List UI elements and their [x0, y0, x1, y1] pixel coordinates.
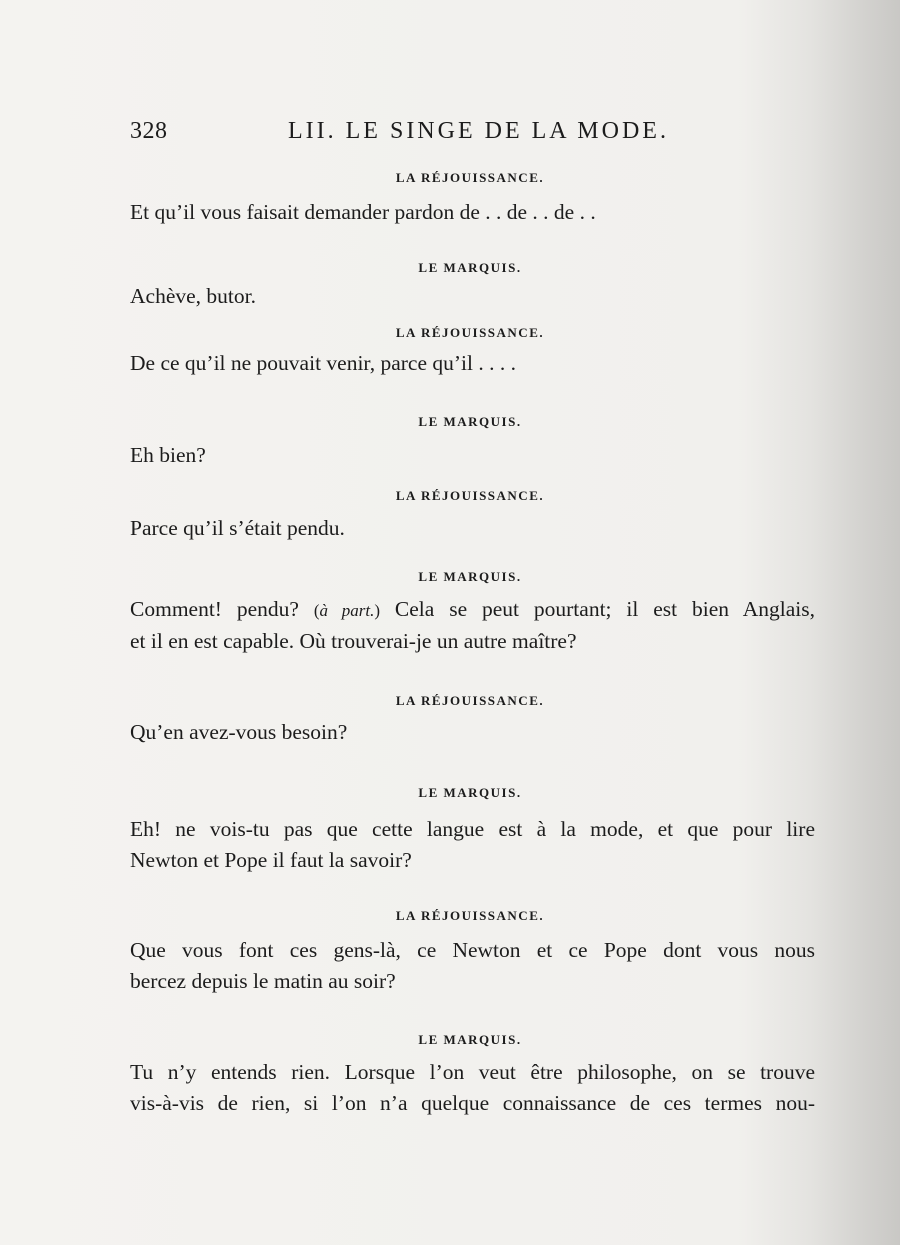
speech-text — [130, 440, 815, 471]
speech-text — [130, 814, 815, 876]
speech-line: Que vous font ces gens-là, ce Newton et ce Pope dont vous nous — [130, 938, 815, 962]
dialogue-entry — [130, 414, 815, 430]
speech-text — [130, 935, 815, 997]
running-head — [130, 118, 669, 150]
speech-line: Tu n’y entends rien. Lorsque l’on veut être philosophe, on se trouve — [130, 1060, 815, 1084]
speech-text — [130, 513, 815, 544]
aside-paren-close: ) — [374, 601, 381, 620]
dialogue-entry — [130, 569, 815, 585]
speech-line: Et qu’il vous faisait demander pardon de . . de . . de . . — [130, 200, 596, 224]
speech-line: Achève, butor. — [130, 284, 256, 308]
page-number: 328 — [130, 118, 168, 144]
speaker-name: LA RÉJOUISSANCE. — [395, 488, 545, 503]
dialogue-entry — [130, 170, 815, 186]
dialogue-entry — [130, 908, 815, 924]
dialogue-entry — [130, 325, 815, 341]
dialogue-entry — [130, 693, 815, 709]
speech-text — [130, 197, 815, 228]
speech-text — [130, 1057, 815, 1119]
speaker-name: LA RÉJOUISSANCE. — [395, 693, 545, 708]
dialogue-entry — [130, 260, 815, 276]
speech-text — [130, 717, 815, 748]
speech-line: Qu’en avez-vous besoin? — [130, 720, 348, 744]
speaker-name: LE MARQUIS. — [418, 414, 522, 429]
aside-paren-open: ( — [313, 601, 320, 620]
speaker-name: LE MARQUIS. — [418, 569, 522, 584]
dialogue-entry — [130, 785, 815, 801]
dialogue-entry — [130, 1032, 815, 1048]
speech-text — [130, 594, 815, 657]
speech-line: Parce qu’il s’était pendu. — [130, 516, 345, 540]
stage-direction: à part. — [319, 601, 375, 620]
speaker-name: LE MARQUIS. — [418, 785, 522, 800]
speech-line: bercez depuis le matin au soir? — [130, 969, 396, 993]
speech-line: et il en est capable. Où trouverai-je un autre maître? — [130, 629, 577, 653]
speaker-name: LE MARQUIS. — [418, 260, 522, 275]
speech-line: Newton et Pope il faut la savoir? — [130, 848, 412, 872]
speech-segment: Comment! pendu? — [130, 597, 314, 621]
dialogue-entry — [130, 488, 815, 504]
speech-line: vis-à-vis de rien, si l’on n’a quelque connaissance de ces termes nou- — [130, 1091, 815, 1115]
speaker-name: LA RÉJOUISSANCE. — [395, 325, 545, 340]
speech-line: Eh bien? — [130, 443, 206, 467]
speech-segment: Cela se peut pourtant; il est bien Anglais, — [380, 597, 815, 621]
speaker-name: LA RÉJOUISSANCE. — [395, 908, 545, 923]
speaker-name: LE MARQUIS. — [418, 1032, 522, 1047]
speech-line — [130, 594, 815, 626]
speaker-name: LA RÉJOUISSANCE. — [395, 170, 545, 185]
speech-text — [130, 281, 815, 312]
speech-line: Eh! ne vois-tu pas que cette langue est à la mode, et que pour lire — [130, 817, 815, 841]
page-title: LII. LE SINGE DE LA MODE. — [288, 118, 669, 144]
speech-text — [130, 348, 815, 379]
speech-line: De ce qu’il ne pouvait venir, parce qu’il . . . . — [130, 351, 517, 375]
